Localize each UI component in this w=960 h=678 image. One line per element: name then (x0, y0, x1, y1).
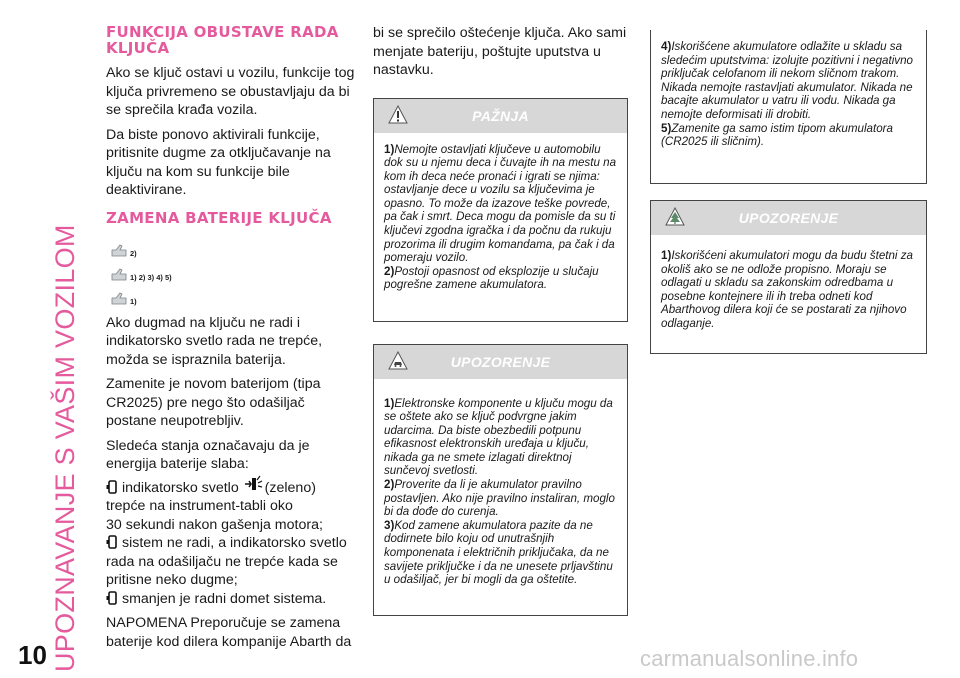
environment-warning-box-header (651, 201, 926, 235)
paragraph: Da biste ponovo aktivirali funkcije, pritisnite dugme za otključavanje na ključu na kom su funkcije bile deaktivirane. (106, 126, 331, 198)
bullet-continuation: trepće na instrument-tabli oko (106, 498, 293, 514)
note-item: 1)Iskorišćeni akumulatori mogu da budu štetni za okoliš ako se ne odlože propisno. Moraju se odlagati u skladu sa zakonskim odredbama u posebne kontejnere ili ih treba odneti kod Abarthovog dilera koji će se postarati za njihovo odlaganje. (661, 249, 913, 330)
reference-row (110, 282, 356, 306)
note-item: 1)Nemojte ostavljati ključeve u automobilu dok su u njemu deca i čuvajte ih na mestu na kom ih deca neće pronaći i igrati se njima: ostavljanje dece u vozilu sa ključevima je opasno. To može da izazove teške povrede, pa čak i smrt. Deca mogu da pomisle da su ti ključevi zgodna igračka i da počnu da rukuju prozorima ili drugim komandama, pa čak i da pomeraju vozilo. (384, 142, 617, 265)
hand-reference-icon (110, 266, 128, 282)
bullet-continuation: pritisne neko dugme; (106, 572, 238, 588)
bullet-item: sistem ne radi, a indikatorsko svetlo (106, 534, 356, 553)
page-number: 10 (18, 640, 47, 670)
heading-battery-replacement: ZAMENA BATERIJE KLJUČA (106, 208, 332, 227)
hand-reference-icon (110, 242, 128, 258)
warning-box-title: UPOZORENJE (450, 353, 551, 370)
column-1 (106, 24, 356, 657)
caution-box-header (374, 99, 627, 133)
key-icon (106, 535, 118, 549)
note-item: 1)Elektronske komponente u ključu mogu da se oštete ako se ključ podvrgne jakim udarcima. Da biste obezbedili potpunu efikasnost elektronskih uređaja u ključu, nikada ga ne smete izlagati direktnoj sunčevoj svetlosti. (384, 396, 613, 478)
heading-key-suspend: FUNKCIJA OBUSTAVE RADA KLJUČA (106, 23, 339, 57)
paragraph: Ako se ključ ostavi u vozilu, funkcije tog ključa privremeno se obustavljaju da bi se sprečila krađa vozila. (106, 65, 355, 118)
key-icon (106, 591, 118, 605)
environment-warning-box-body (651, 235, 926, 339)
note-item: 4)Iskorišćene akumulatore odlažite u skladu sa sledećim uputstvima: izolujte pozitivni i negativno priključak celofanom ili nekom sličnom trakom. Nikada nemojte rastavljati akumulator. Nikada ne bacajte akumulator u vatru ili vodu. Nikada ga nemojte deformisati ili drobiti. (661, 40, 913, 121)
note-item: 2)Postoji opasnost od eksplozije u slučaju pogrešne zamene akumulatora. (384, 264, 599, 292)
paragraph: NAPOMENA Preporučuje se zamena baterije kod dilera kompanije Abarth da (106, 615, 352, 650)
bullet-item: smanjen je radni domet sistema. (106, 590, 356, 609)
note-item: 3)Kod zamene akumulatora pazite da ne dodirnete bilo koju od unutrašnjih komponenata i električnih priključaka, da ne savijete priključke i da ne unesete prljavštinu u odašiljač, jer bi mogli da ga oštetite. (384, 518, 613, 587)
caution-box-body (374, 133, 627, 301)
paragraph: bi se sprečilo oštećenje ključa. Ako sami menjate bateriju, poštujte uputstva u nastavku. (373, 25, 627, 78)
note-item: 5)Zamenite ga samo istim tipom akumulatora (CR2025 ili sličnim). (661, 121, 893, 149)
reference-numbers: 1) 2) 3) 4) 5) (130, 272, 172, 282)
environment-warning-box (650, 200, 927, 354)
reference-numbers: 2) (130, 248, 137, 258)
caution-box (373, 98, 628, 322)
column-2 (373, 24, 628, 616)
reference-row (110, 258, 356, 282)
chapter-side-title: UPOZNAVANJE S VAŠIM VOZILOM (50, 224, 80, 672)
bullet-item: indikatorsko svetlo (zeleno) (106, 474, 356, 498)
key-icon (106, 480, 118, 494)
watermark: carmanualsonline.info (640, 646, 859, 671)
tree-environment-icon (665, 207, 685, 227)
reference-numbers: 1) (130, 296, 137, 306)
bullet-continuation: 30 sekundi nakon gašenja motora; (106, 516, 323, 533)
paragraph: Sledeća stanja označavaju da je energija baterije slaba: (106, 437, 310, 472)
indicator-light-icon (243, 474, 265, 492)
caution-box-title: PAŽNJA (472, 107, 529, 124)
note-item: 2)Proverite da li je akumulator pravilno postavljen. Ako nije pravilno instaliran, moglo bi da dođe do curenja. (384, 478, 615, 519)
warning-box-header (374, 345, 627, 379)
warning-triangle-icon (388, 105, 408, 125)
bullet-continuation: rada na odašiljaču ne trepće kada se (106, 553, 338, 570)
caution-box-continued-body (651, 30, 926, 157)
hand-reference-icon (110, 290, 128, 306)
car-warning-icon (388, 351, 408, 371)
paragraph: Ako dugmad na ključu ne radi i indikatorsko svetlo rada ne trepće, možda se ispraznila baterija. (106, 314, 323, 368)
reference-row (110, 234, 356, 258)
paragraph: Zamenite je novom baterijom (tipa CR2025) pre nego što odašiljač postane neupotrebljiv. (106, 376, 321, 429)
warning-box (373, 344, 628, 616)
environment-warning-box-title: UPOZORENJE (738, 210, 839, 226)
column-3 (650, 30, 927, 354)
warning-box-body (374, 379, 627, 595)
caution-box-continued (650, 30, 927, 184)
